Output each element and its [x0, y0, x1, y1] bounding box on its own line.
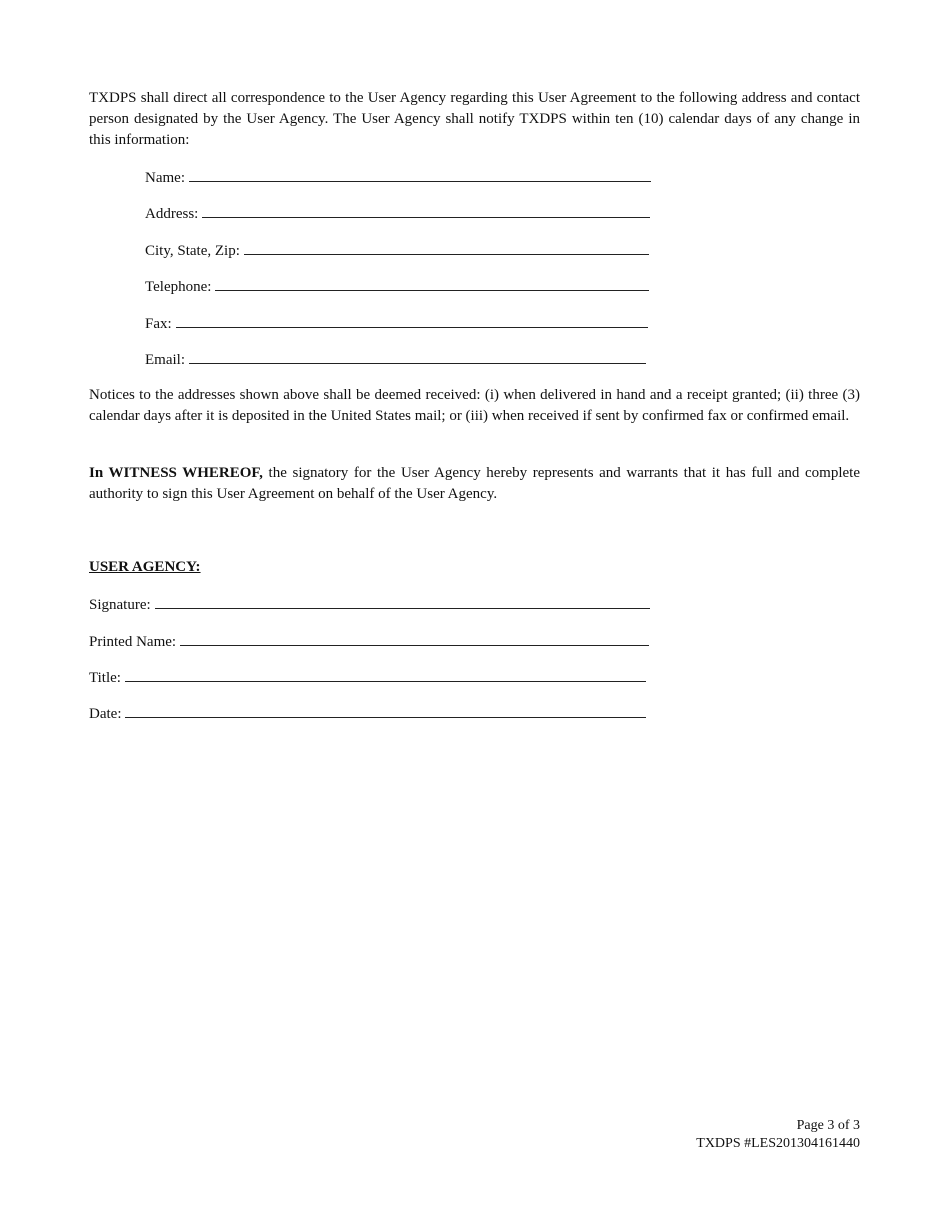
- signature-label: Signature:: [89, 597, 151, 613]
- address-field: [145, 202, 650, 223]
- title-label: Title:: [89, 670, 121, 686]
- email-blank-line[interactable]: [189, 348, 646, 364]
- name-blank-line[interactable]: [189, 166, 651, 182]
- witness-lead: In WITNESS WHEREOF,: [89, 465, 263, 481]
- email-field: [145, 348, 646, 369]
- city-state-zip-field: [145, 239, 649, 260]
- date-blank-line[interactable]: [125, 702, 646, 718]
- signature-blank-line[interactable]: [155, 593, 650, 609]
- date-field: [89, 702, 646, 723]
- date-label: Date:: [89, 706, 122, 722]
- name-field: [145, 166, 651, 187]
- telephone-label: Telephone:: [145, 279, 212, 295]
- user-agency-heading: USER AGENCY:: [89, 559, 201, 575]
- fax-label: Fax:: [145, 316, 172, 332]
- email-label: Email:: [145, 352, 185, 368]
- name-label: Name:: [145, 170, 185, 186]
- address-label: Address:: [145, 206, 199, 222]
- intro-paragraph: TXDPS shall direct all correspondence to the User Agency regarding this User Agreement to the following address and contact person designated by the User Agency. The User Agency shall notify TXDPS within ten (10) calendar days of any change in this information:: [89, 90, 860, 148]
- address-blank-line[interactable]: [202, 202, 650, 218]
- page-footer: [696, 1117, 860, 1153]
- printed-name-blank-line[interactable]: [180, 630, 649, 646]
- title-blank-line[interactable]: [125, 666, 646, 682]
- telephone-field: [145, 275, 649, 296]
- fax-blank-line[interactable]: [176, 312, 648, 328]
- city-state-zip-blank-line[interactable]: [244, 239, 649, 255]
- telephone-blank-line[interactable]: [215, 275, 649, 291]
- fax-field: [145, 312, 648, 333]
- printed-name-label: Printed Name:: [89, 634, 177, 650]
- witness-text: the signatory for the User Agency hereby represents and warrants that it has full and complete authority to sign this User Agreement on behalf of the User Agency.: [89, 465, 860, 502]
- notices-paragraph: Notices to the addresses shown above shall be deemed received: (i) when delivered in hand and a receipt granted; (ii) three (3) calendar days after it is deposited in the United States mail; or (iii) when received if sent by confirmed fax or confirmed email.: [89, 387, 860, 424]
- printed-name-field: [89, 630, 649, 651]
- page-number: Page 3 of 3: [796, 1118, 860, 1133]
- witness-paragraph: [89, 463, 860, 505]
- title-field: [89, 666, 646, 687]
- city-state-zip-label: City, State, Zip:: [145, 243, 240, 259]
- document-id: TXDPS #LES201304161440: [696, 1136, 860, 1151]
- signature-field: [89, 593, 650, 614]
